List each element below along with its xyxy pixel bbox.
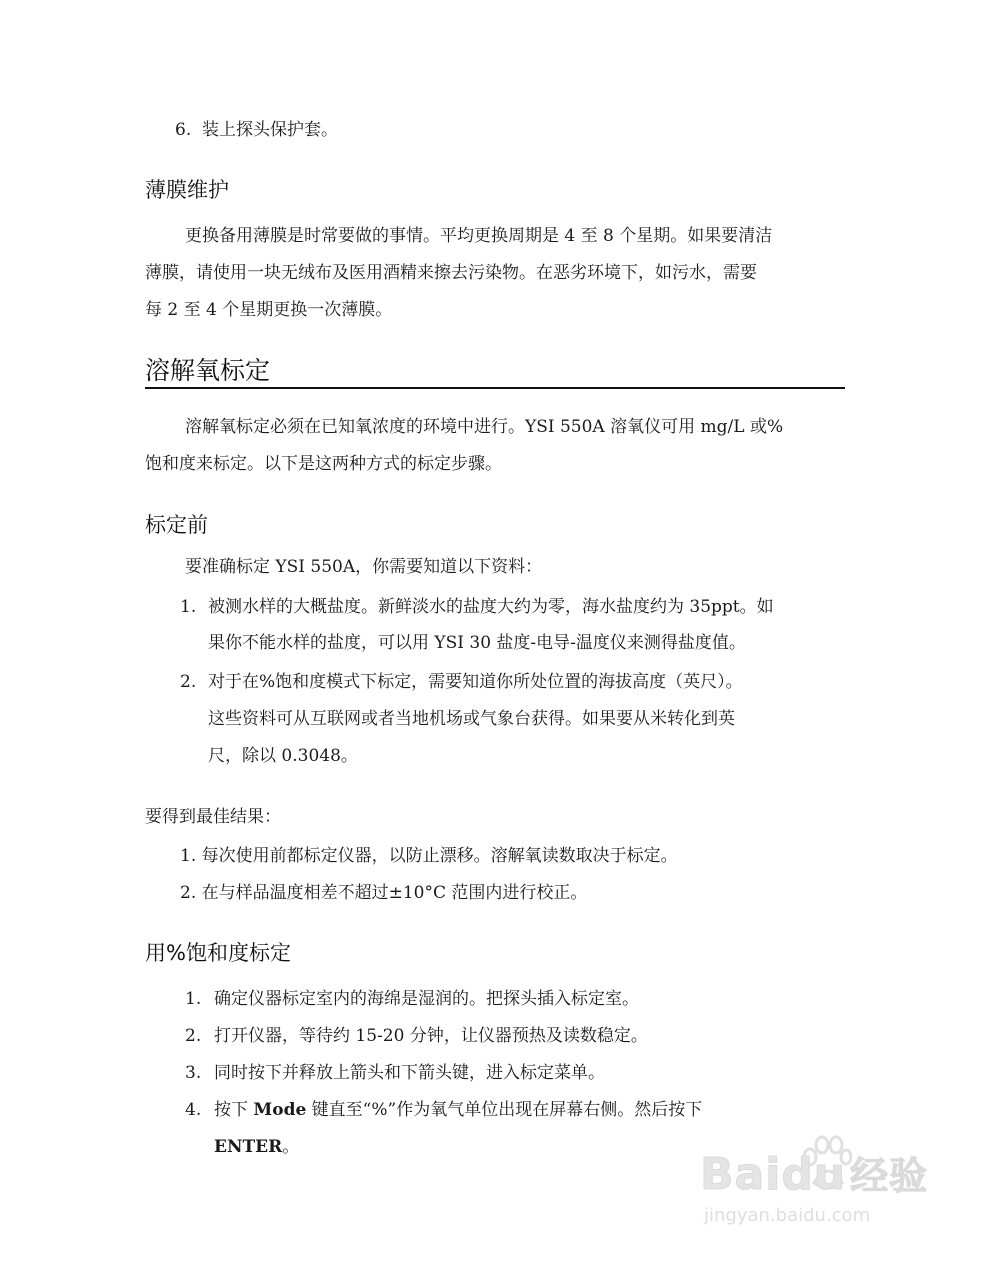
paragraph-line: 溶解氧标定必须在已知氧浓度的环境中进行。YSI 550A 溶氧仪可用 mg/L 或% (185, 417, 784, 437)
list-item-text: 装上探头保护套。 (202, 120, 339, 140)
heading-rule (145, 387, 845, 389)
watermark-logo (700, 1145, 928, 1200)
text-fragment: 。 (282, 1137, 300, 1157)
section-heading-before: 标定前 (145, 513, 208, 537)
baidu-jingyan-watermark (700, 1135, 950, 1255)
enter-key-label: ENTER (214, 1137, 283, 1157)
section-heading-membrane: 薄膜维护 (145, 178, 229, 202)
paragraph-line: 要准确标定 YSI 550A，你需要知道以下资料： (185, 557, 543, 577)
logo-du: du (781, 1149, 847, 1200)
list-item-number: 6. (175, 120, 192, 140)
list-item-number: 2. (185, 1026, 202, 1046)
list-item-text: 打开仪器，等待约 15-20 分钟，让仪器预热及读数稳定。 (214, 1026, 648, 1046)
section-heading-saturation: 用%饱和度标定 (145, 941, 291, 965)
paragraph-line: 更换备用薄膜是时常要做的事情。平均更换周期是 4 至 8 个星期。如果要清洁 (185, 226, 773, 246)
logo-jingyan: 经验 (850, 1154, 929, 1198)
mode-key-label: Mode (253, 1100, 307, 1120)
paragraph-line: 每 2 至 4 个星期更换一次薄膜。 (145, 300, 393, 320)
list-item-number: 4. (185, 1100, 202, 1120)
list-item-text (214, 1099, 702, 1121)
paragraph-line: 饱和度来标定。以下是这两种方式的标定步骤。 (145, 454, 502, 474)
list-item-line: 果你不能水样的盐度，可以用 YSI 30 盐度-电导-温度仪来测得盐度值。 (208, 633, 746, 653)
list-item-number: 1. (185, 989, 202, 1009)
logo-bai: Bai (700, 1149, 782, 1200)
list-item-line (214, 1136, 299, 1158)
section-heading-calibration: 溶解氧标定 (145, 356, 271, 385)
list-item-line: 被测水样的大概盐度。新鲜淡水的盐度大约为零，海水盐度约为 35ppt。如 (208, 597, 774, 617)
list-item-line: 对于在%饱和度模式下标定，需要知道你所处位置的海拔高度（英尺）。 (208, 672, 743, 692)
watermark-url: jingyan.baidu.com (704, 1205, 871, 1226)
list-item-line: 这些资料可从互联网或者当地机场或气象台获得。如果要从米转化到英 (208, 709, 735, 729)
subheading-best-results: 要得到最佳结果： (145, 807, 281, 827)
paragraph-line: 薄膜，请使用一块无绒布及医用酒精来擦去污染物。在恶劣环境下，如污水，需要 (145, 263, 757, 283)
list-item-number: 3. (185, 1063, 202, 1083)
list-item: 2. 在与样品温度相差不超过±10°C 范围内进行校正。 (180, 883, 588, 903)
text-fragment: 按下 (214, 1100, 254, 1120)
list-item-text: 同时按下并释放上箭头和下箭头键，进入标定菜单。 (214, 1063, 605, 1083)
list-item: 1. 每次使用前都标定仪器，以防止漂移。溶解氧读数取决于标定。 (180, 846, 678, 866)
list-item-number: 2. (180, 672, 197, 692)
list-item-number: 1. (180, 597, 197, 617)
list-item-line: 尺，除以 0.3048。 (208, 746, 358, 766)
list-item-text: 确定仪器标定室内的海绵是湿润的。把探头插入标定室。 (214, 989, 639, 1009)
list-item (175, 119, 338, 141)
text-fragment: 键直至“%”作为氧气单位出现在屏幕右侧。然后按下 (306, 1100, 703, 1120)
